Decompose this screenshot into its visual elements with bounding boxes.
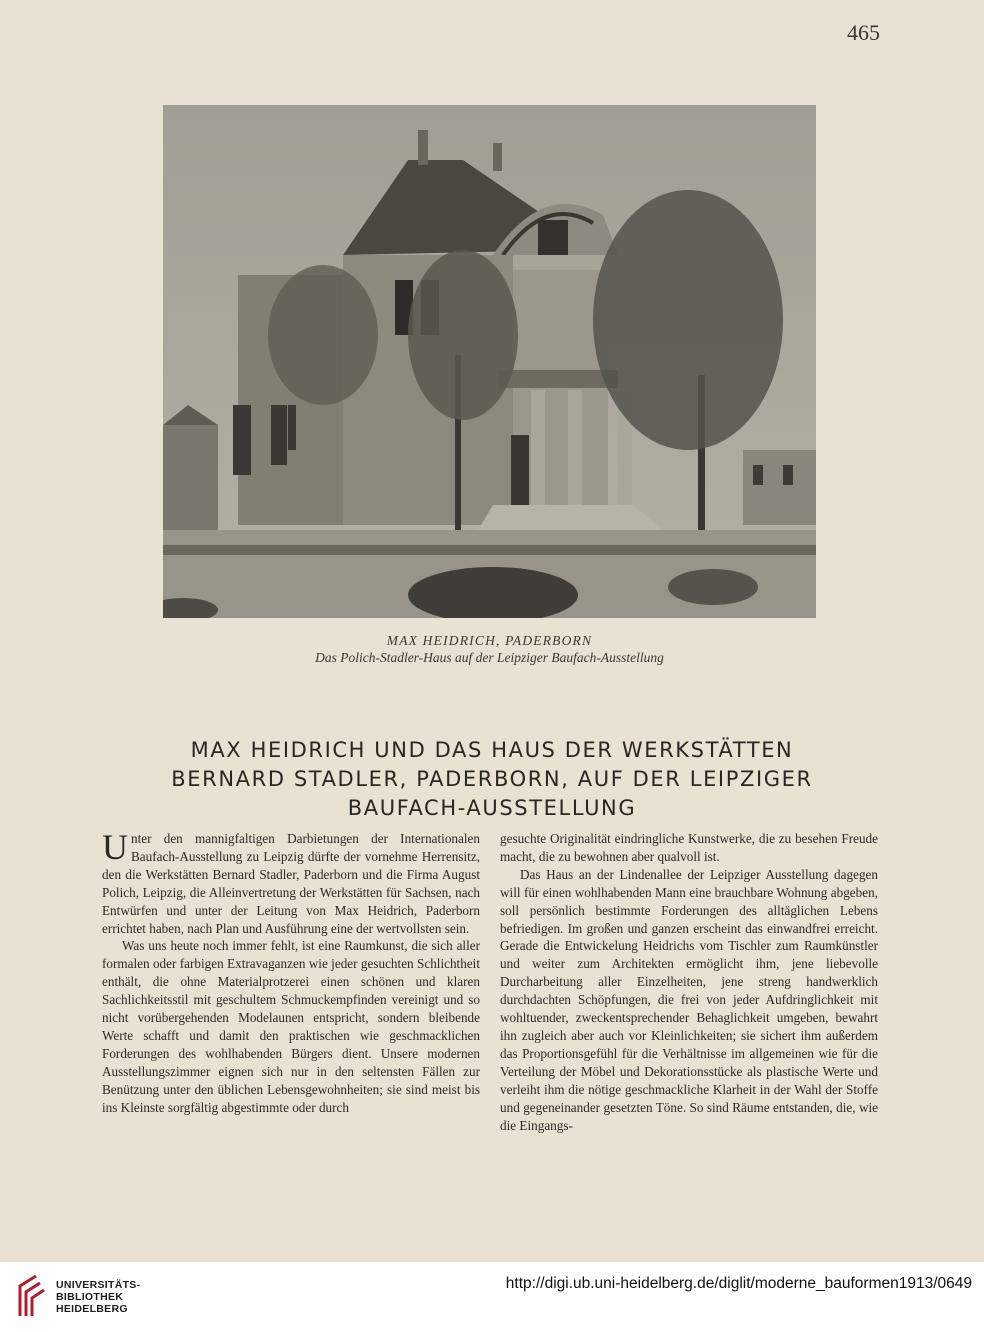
- library-name-line: HEIDELBERG: [56, 1303, 128, 1315]
- library-name: [56, 1279, 140, 1315]
- page-number: 465: [847, 20, 880, 45]
- title-line-3: BAUFACH-AUSSTELLUNG: [347, 796, 637, 820]
- library-name-line: BIBLIOTHEK: [56, 1291, 124, 1303]
- article-column-left: [102, 827, 480, 1117]
- paragraph: gesuchte Originalität eindringliche Kunstwerke, die zu besehen Freude macht, die zu bewohnen aber qualvoll ist.: [500, 831, 878, 864]
- drop-cap: U: [102, 827, 128, 867]
- university-library-logo-icon: [14, 1272, 46, 1320]
- library-name-line: UNIVERSITÄTS-: [56, 1279, 141, 1291]
- article-column-right: [500, 830, 878, 1134]
- house-photo: [163, 105, 816, 618]
- paragraph: Das Haus an der Lindenallee der Leipziger Ausstellung dagegen will für einen wohlhabenden Mann eine brauchbare Wohnung abgeben, soll persönlich bestimmte Forderungen des alltäglichen Lebens befriedigen. Im großen und ganzen erscheint das einwandfrei erreicht. Gerade die Entwickelung Heidrichs vom Tischler zum Raumkünstler und weiter zum Architekten ermöglicht ihm, jene liebevolle Durcharbeitung aller Einzelheiten, jene streng handwerklich durchdachten Schöpfungen, die frei von jeder Aufdringlichkeit mit wohltuender, zweckentsprechender Behaglichkeit umgeben, bewahrt ihn zugleich aber auch vor Kleinlichkeiten; sie sichert ihm außerdem das Proportionsgefühl für die Verhältnisse im allgemeinen wie für die Verteilung der Möbel und Dekorationsstücke als plastische Werte und verleiht ihm die nötige geschmackliche Klarheit in der Wahl der Stoffe und gegeneinander gesetzten Töne. So sind Räume entstanden, die, wie die Eingangs-: [500, 866, 878, 1133]
- caption-line-2: Das Polich-Stadler-Haus auf der Leipziger Baufach-Ausstellung: [315, 650, 664, 665]
- library-footer: [0, 1262, 984, 1332]
- paragraph: [102, 827, 480, 937]
- title-line-2: BERNARD STADLER, PADERBORN, AUF DER LEIPZIGER: [171, 767, 813, 791]
- paragraph: Was uns heute noch immer fehlt, ist eine Raumkunst, die sich aller formalen oder farbigen Extravaganzen wie jeder gesuchten Schlichtheit enthält, die ohne Materialprotzerei einen schönen und klaren Sachlichkeitsstil mit geschultem Schmuckempfinden vereinigt und so nicht vorübergehenden Modelaunen entspricht, sondern bleibende Werte schafft und damit den praktischen wie geschmacklichen Forderungen des wohlhabenden Bürgers dient. Unsere modernen Ausstellungszimmer eignen sich nur in den seltensten Fällen zur Benützung unter den üblichen Lebensgewohnheiten; sie sind meist bis ins Kleinste sorgfältig abgestimmte oder durch: [102, 938, 480, 1115]
- paragraph-text: nter den mannigfaltigen Darbietungen der Internationalen Baufach-Ausstellung zu Leipzig dürfte der vornehme Herrensitz, den die Werkstätten Bernard Stadler, Paderborn und die Firma August Polich, Leipzig, die Alleinvertretung der Werkstätten für Sachsen, nach Entwürfen und unter der Leitung von Max Heidrich, Paderborn errichtet haben, nach Plan und Ausführung eine der wertvollsten sein.: [102, 831, 480, 936]
- caption-line-1: MAX HEIDRICH, PADERBORN: [386, 633, 593, 648]
- article-title: [120, 736, 864, 823]
- photo-caption: [163, 632, 816, 666]
- source-url-link[interactable]: http://digi.ub.uni-heidelberg.de/diglit/moderne_bauformen1913/0649: [505, 1275, 972, 1292]
- title-line-1: MAX HEIDRICH UND DAS HAUS DER WERKSTÄTTEN: [190, 738, 794, 762]
